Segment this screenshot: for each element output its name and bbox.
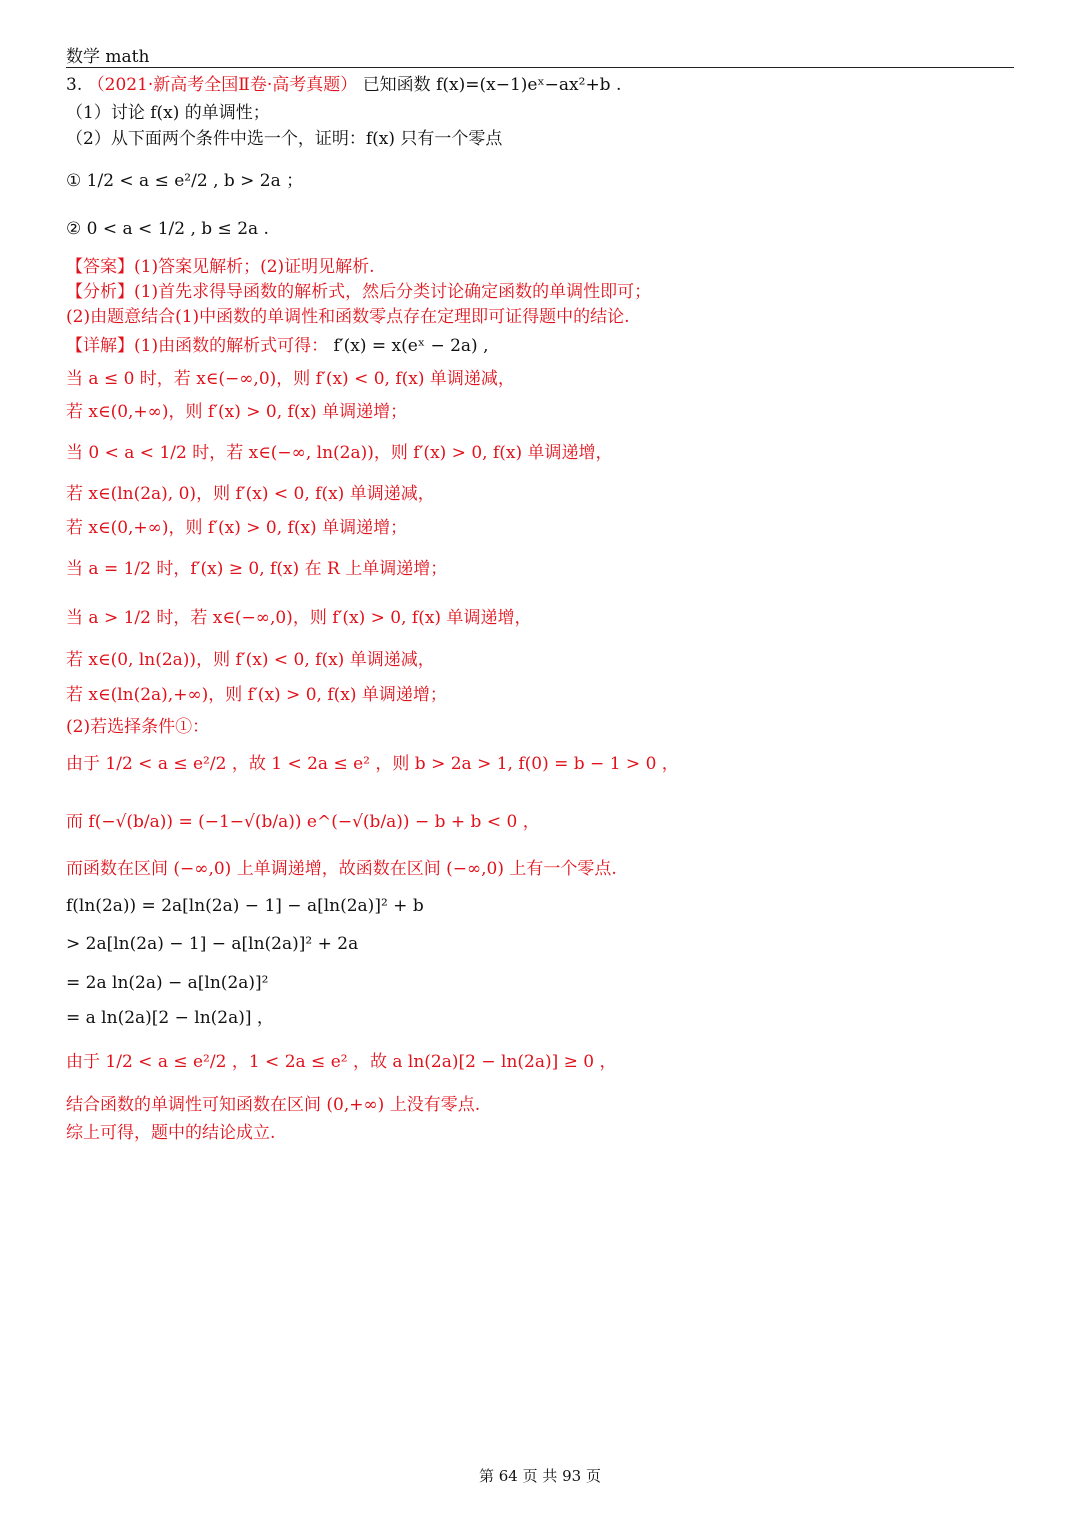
header-subject: 数学 math bbox=[66, 47, 150, 67]
detail-line: = a ln(2a)[2 − ln(2a)] ， bbox=[66, 1008, 274, 1028]
detail-line: > 2a[ln(2a) − 1] − a[ln(2a)]² + 2a bbox=[66, 934, 359, 954]
question-number: 3. bbox=[66, 75, 83, 95]
detail-line: 结合函数的单调性可知函数在区间 (0,+∞) 上没有零点. bbox=[66, 1095, 481, 1115]
analysis-line-2: (2)由题意结合(1)中函数的单调性和函数零点存在定理即可证得题中的结论. bbox=[66, 307, 630, 327]
detail-line: 若 x∈(ln(2a),+∞)，则 f′(x) > 0, f(x) 单调递增； bbox=[66, 685, 447, 705]
question-cond2: ② 0 < a < 1/2 , b ≤ 2a . bbox=[66, 219, 269, 239]
detail-math: f′(x) = x(eˣ − 2a) , bbox=[333, 336, 489, 356]
detail-line: 当 a > 1/2 时，若 x∈(−∞,0)，则 f′(x) > 0, f(x) 单调递增， bbox=[66, 608, 532, 628]
header-rule bbox=[66, 67, 1014, 68]
detail-line: 当 a ≤ 0 时，若 x∈(−∞,0)，则 f′(x) < 0, f(x) 单调递减， bbox=[66, 369, 515, 389]
detail-line: 综上可得，题中的结论成立. bbox=[66, 1123, 276, 1143]
question-line bbox=[66, 74, 621, 96]
analysis-line-1: 【分析】(1)首先求得导函数的解析式，然后分类讨论确定函数的单调性即可； bbox=[66, 282, 652, 302]
detail-line: 当 a = 1/2 时，f′(x) ≥ 0, f(x) 在 R 上单调递增； bbox=[66, 559, 448, 579]
detail-line: 若 x∈(0,+∞)，则 f′(x) > 0, f(x) 单调递增； bbox=[66, 518, 408, 538]
detail-line bbox=[66, 335, 488, 357]
detail-text: 【详解】(1)由函数的解析式可得： bbox=[66, 336, 329, 356]
detail-line: (2)若选择条件①： bbox=[66, 717, 210, 737]
detail-line: 当 0 < a < 1/2 时，若 x∈(−∞, ln(2a))，则 f′(x) > 0, f(x) 单调递增， bbox=[66, 443, 613, 463]
detail-line: 若 x∈(0,+∞)，则 f′(x) > 0, f(x) 单调递增； bbox=[66, 402, 408, 422]
question-part2: （2）从下面两个条件中选一个，证明：f(x) 只有一个零点 bbox=[66, 129, 503, 149]
detail-line: 若 x∈(0, ln(2a))，则 f′(x) < 0, f(x) 单调递减， bbox=[66, 650, 435, 670]
answer-line: 【答案】(1)答案见解析；(2)证明见解析. bbox=[66, 257, 375, 277]
question-stem: 已知函数 f(x)=(x−1)eˣ−ax²+b . bbox=[362, 75, 622, 95]
question-part1: （1）讨论 f(x) 的单调性； bbox=[66, 103, 270, 123]
page-footer: 第 64 页 共 93 页 bbox=[478, 1467, 601, 1485]
detail-line: 由于 1/2 < a ≤ e²/2 ，1 < 2a ≤ e² ，故 a ln(2a)[2 − ln(2a)] ≥ 0 ， bbox=[66, 1052, 617, 1072]
detail-line: 而 f(−√(b/a)) = (−1−√(b/a)) e^(−√(b/a)) − b + b < 0 ， bbox=[66, 812, 540, 832]
detail-line: 而函数在区间 (−∞,0) 上单调递增，故函数在区间 (−∞,0) 上有一个零点. bbox=[66, 859, 617, 879]
detail-line: 由于 1/2 < a ≤ e²/2 ，故 1 < 2a ≤ e² ，则 b > 2a > 1, f(0) = b − 1 > 0 ， bbox=[66, 754, 679, 774]
detail-line: = 2a ln(2a) − a[ln(2a)]² bbox=[66, 973, 269, 993]
question-cond1: ① 1/2 < a ≤ e²/2 , b > 2a ； bbox=[66, 171, 304, 191]
detail-line: f(ln(2a)) = 2a[ln(2a) − 1] − a[ln(2a)]² + b bbox=[66, 896, 424, 916]
detail-line: 若 x∈(ln(2a), 0)，则 f′(x) < 0, f(x) 单调递减， bbox=[66, 484, 435, 504]
question-source: （2021·新高考全国Ⅱ卷·高考真题） bbox=[87, 75, 358, 95]
